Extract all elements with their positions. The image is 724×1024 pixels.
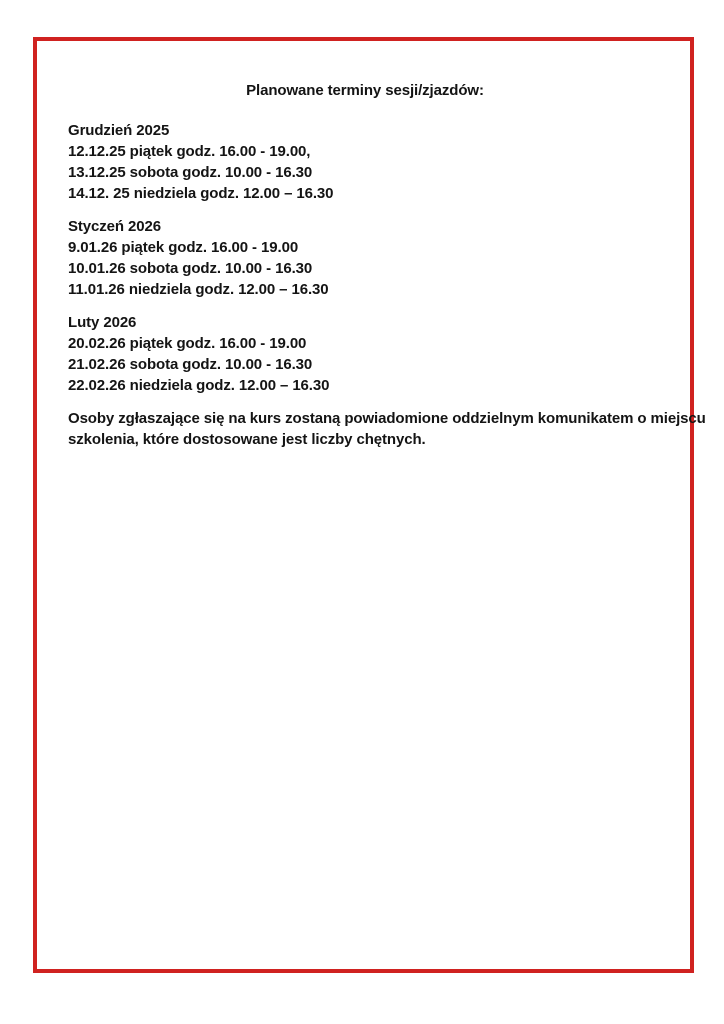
session-date-line: 9.01.26 piątek godz. 16.00 - 19.00 bbox=[68, 239, 299, 256]
closing-note-line: Osoby zgłaszające się na kurs zostaną powiadomione oddzielnym komunikatem o miejscu bbox=[68, 410, 706, 427]
session-date-line: 13.12.25 sobota godz. 10.00 - 16.30 bbox=[68, 164, 313, 181]
session-date-line: 10.01.26 sobota godz. 10.00 - 16.30 bbox=[68, 260, 313, 277]
section-styczen-2026 bbox=[68, 216, 662, 300]
document-title: Planowane terminy sesji/zjazdów: bbox=[246, 82, 484, 99]
section-heading: Grudzień 2025 bbox=[68, 122, 170, 139]
closing-note-line: szkolenia, które dostosowane jest liczby chętnych. bbox=[68, 431, 426, 448]
session-date-line: 22.02.26 niedziela godz. 12.00 – 16.30 bbox=[68, 377, 330, 394]
session-date-line: 11.01.26 niedziela godz. 12.00 – 16.30 bbox=[68, 281, 329, 298]
section-luty-2026 bbox=[68, 312, 662, 396]
document-content bbox=[37, 41, 706, 969]
section-heading: Styczeń 2026 bbox=[68, 218, 162, 235]
session-date-line: 12.12.25 piątek godz. 16.00 - 19.00, bbox=[68, 143, 311, 160]
session-date-line: 20.02.26 piątek godz. 16.00 - 19.00 bbox=[68, 335, 307, 352]
closing-note bbox=[68, 408, 706, 450]
page-border bbox=[33, 37, 706, 973]
section-grudzien-2025 bbox=[68, 120, 662, 204]
session-date-line: 14.12. 25 niedziela godz. 12.00 – 16.30 bbox=[68, 185, 334, 202]
section-heading: Luty 2026 bbox=[68, 314, 137, 331]
session-date-line: 21.02.26 sobota godz. 10.00 - 16.30 bbox=[68, 356, 313, 373]
